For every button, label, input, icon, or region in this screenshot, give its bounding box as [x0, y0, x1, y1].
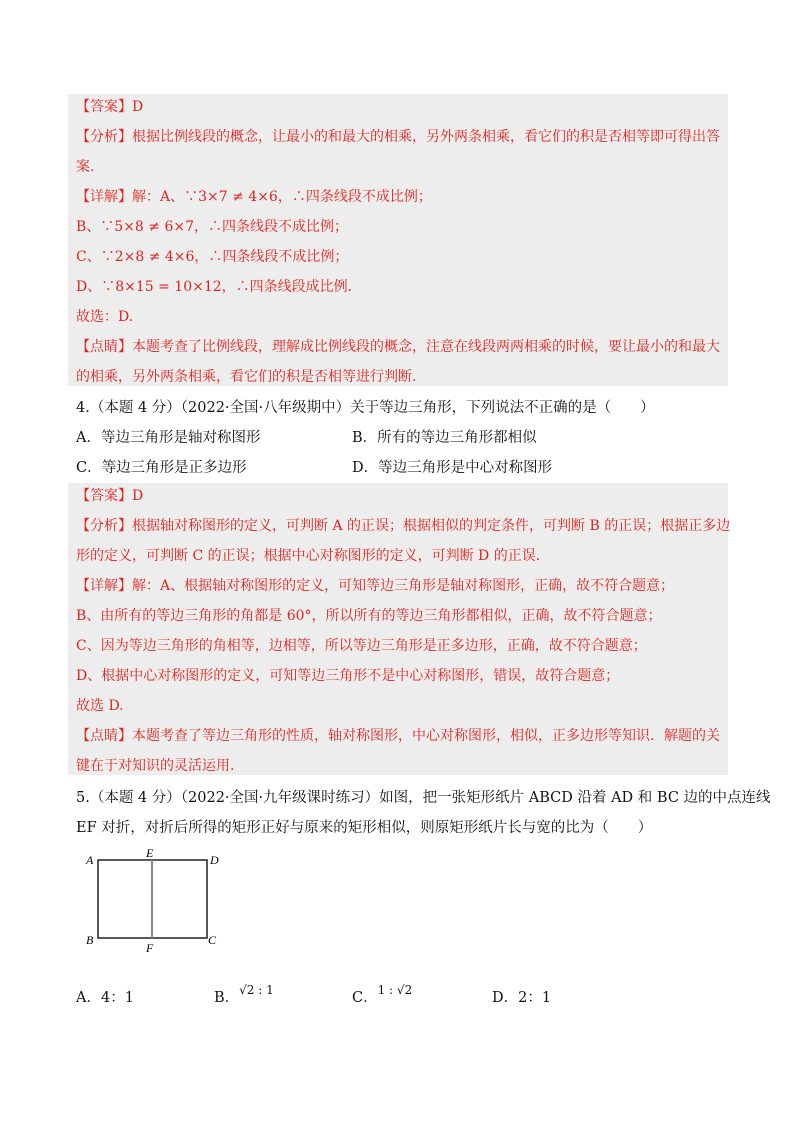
q5-option-b — [214, 983, 274, 1013]
q3-answer: 【答案】D — [76, 99, 144, 115]
label-d: D — [210, 853, 219, 867]
q3-analysis-line1: 【分析】根据比例线段的概念，让最小的和最大的相乘，另外两条相乘，看它们的积是否相等即可得出答 — [76, 129, 720, 145]
label-c: C — [208, 933, 217, 947]
q5-stem-line1: 5.（本题 4 分）（2022·全国·九年级课时练习）如图，把一张矩形纸片 ABCD 沿着 AD 和 BC 边的中点连线 — [76, 790, 771, 806]
q5-option-b-prefix: B． — [214, 990, 240, 1006]
q5-option-c-prefix: C． — [352, 990, 378, 1006]
q4-detail-line1: 【详解】解：A、根据轴对称图形的定义，可知等边三角形是轴对称图形，正确，故不符合题意； — [76, 578, 675, 594]
q4-option-a: A．等边三角形是轴对称图形 — [76, 430, 261, 446]
q4-comment-line1: 【点睛】本题考查了等边三角形的性质，轴对称图形，中心对称图形，相似，正多边形等知识．解题的关 — [76, 728, 720, 744]
q4-detail-line3: C、因为等边三角形的角相等，边相等，所以等边三角形是正多边形，正确，故不符合题意； — [76, 638, 647, 654]
q5-option-c-value: 1 : √2 — [377, 983, 413, 997]
q3-comment-line1: 【点睛】本题考查了比例线段，理解成比例线段的概念，注意在线段两两相乘的时候，要让最小的和最大 — [76, 339, 720, 355]
q3-detail-line3: C、∵2×8 ≠ 4×6，∴四条线段不成比例； — [76, 249, 349, 265]
q4-detail-line4: D、根据中心对称图形的定义，可知等边三角形不是中心对称图形，错误，故符合题意； — [76, 668, 620, 684]
q4-option-b: B．所有的等边三角形都相似 — [352, 430, 537, 446]
q5-stem-line2: EF 对折，对折后所得的矩形正好与原来的矩形相似，则原矩形纸片长与宽的比为（ ） — [76, 820, 653, 836]
q4-choose: 故选 D. — [76, 698, 124, 714]
q3-detail-line2: B、∵5×8 ≠ 6×7，∴四条线段不成比例； — [76, 219, 349, 235]
q4-answer: 【答案】D — [76, 488, 144, 504]
q3-detail-line4: D、∵8×15 = 10×12，∴四条线段成比例. — [76, 279, 353, 295]
label-f: F — [146, 941, 154, 955]
q4-analysis-line2: 形的定义，可判断 C 的正误；根据中心对称图形的定义，可判断 D 的正误. — [76, 548, 541, 564]
q5-option-b-value: √2 : 1 — [239, 983, 274, 997]
q4-option-c: C．等边三角形是正多边形 — [76, 460, 247, 476]
q5-option-a: A．4：1 — [76, 990, 134, 1006]
label-a: A — [86, 853, 94, 867]
q4-option-d: D．等边三角形是中心对称图形 — [352, 460, 553, 476]
q4-comment-line2: 键在于对知识的灵活运用. — [76, 758, 235, 774]
rectangle-figure — [82, 846, 232, 956]
q3-choose: 故选：D. — [76, 309, 134, 325]
label-b: B — [86, 933, 94, 947]
q3-comment-line2: 的相乘，另外两条相乘，看它们的积是否相等进行判断. — [76, 369, 417, 385]
q3-analysis-line2: 案. — [76, 159, 95, 175]
q4-detail-line2: B、由所有的等边三角形的角都是 60°，所以所有的等边三角形都相似，正确，故不符合题意； — [76, 608, 662, 624]
q5-option-d: D．2：1 — [492, 990, 552, 1006]
q4-stem: 4.（本题 4 分）（2022·全国·八年级期中）关于等边三角形，下列说法不正确的是（ ） — [76, 400, 655, 416]
q4-analysis-line1: 【分析】根据轴对称图形的定义，可判断 A 的正误；根据相似的判定条件，可判断 B 的正误；根据正多边 — [76, 518, 731, 534]
q3-detail-line1: 【详解】解：A、∵3×7 ≠ 4×6，∴四条线段不成比例； — [76, 189, 432, 205]
label-e: E — [146, 846, 154, 860]
q5-option-c — [352, 983, 412, 1013]
